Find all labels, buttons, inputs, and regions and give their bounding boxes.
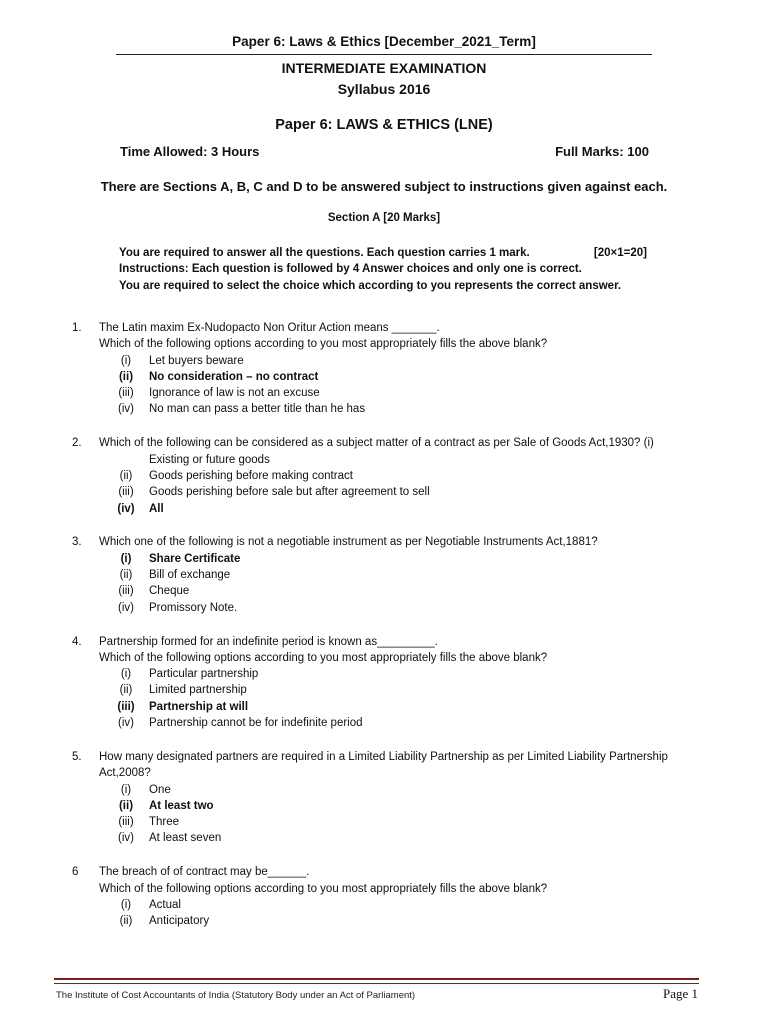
full-marks: Full Marks: 100: [555, 144, 649, 159]
option-label: (i): [120, 552, 132, 565]
exam-title: INTERMEDIATE EXAMINATION: [281, 60, 487, 76]
option-text: All: [149, 502, 164, 515]
option-label: (i): [120, 354, 132, 367]
option-label: (i): [120, 898, 132, 911]
instruction-line: You are required to select the choice which according to you represents the correct answer.: [119, 279, 622, 292]
option-item: [0, 353, 768, 369]
option-text: Let buyers beware: [149, 354, 244, 367]
option-text: Limited partnership: [149, 684, 247, 697]
option-text: Share Certificate: [149, 552, 241, 565]
option-label: (iv): [118, 717, 134, 730]
instruction-text: You are required to answer all the questions. Each question carries 1 mark.: [119, 247, 530, 259]
option-item: [0, 468, 768, 484]
option-item: [0, 385, 768, 401]
option-text: Goods perishing before sale but after agreement to sell: [149, 486, 430, 499]
question-text: The Latin maxim Ex-Nudopacto Non Oritur Action means _______.: [99, 322, 440, 334]
footer-institute: The Institute of Cost Accountants of India (Statutory Body under an Act of Parliament): [56, 990, 416, 1001]
option-label: (iii): [118, 486, 134, 499]
option-item: [0, 830, 768, 846]
page-number: Page 1: [662, 986, 698, 1001]
question-prompt: Which of the following options according to you most appropriately fills the above blank?: [99, 882, 548, 895]
marks-allocation: [20×1=20]: [593, 247, 647, 259]
option-text: Partnership cannot be for indefinite period: [149, 717, 363, 730]
option-text: Ignorance of law is not an excuse: [149, 387, 320, 400]
option-item-answer: [0, 699, 768, 715]
time-allowed: Time Allowed: 3 Hours: [120, 144, 260, 159]
question-text-continued: Existing or future goods: [149, 453, 270, 466]
option-label: (ii): [119, 915, 133, 928]
option-text: At least seven: [149, 832, 222, 845]
option-text: Anticipatory: [149, 915, 210, 928]
question-number: 2.: [72, 437, 82, 450]
instruction-line: [119, 245, 649, 261]
option-text: No man can pass a better title than he has: [149, 403, 366, 416]
option-text: Cheque: [149, 585, 190, 598]
option-label: (iii): [118, 585, 134, 598]
option-label: (iii): [117, 700, 135, 713]
option-label: (iv): [118, 403, 134, 416]
option-item-answer: [0, 551, 768, 567]
option-text: Bill of exchange: [149, 569, 231, 582]
option-text: Actual: [149, 898, 181, 911]
footer-rule-thin: [54, 983, 699, 984]
option-text: At least two: [149, 799, 214, 812]
question-3: [0, 534, 768, 615]
option-label: (iv): [118, 832, 134, 845]
option-label: (iii): [118, 816, 134, 829]
question-5: [0, 749, 768, 847]
option-item-answer: [0, 369, 768, 385]
option-text: Goods perishing before making contract: [149, 469, 353, 482]
paper-title: Paper 6: LAWS & ETHICS (LNE): [275, 117, 493, 133]
question-4: [0, 634, 768, 732]
option-label: (iii): [118, 387, 134, 400]
option-label: (ii): [118, 799, 134, 812]
option-label: (iv): [118, 601, 134, 614]
option-item: [0, 913, 768, 929]
instruction-line: Instructions: Each question is followed by 4 Answer choices and only one is correct.: [119, 263, 582, 276]
option-label: (ii): [119, 684, 133, 697]
header-rule: [116, 54, 652, 55]
question-number: 3.: [72, 536, 82, 549]
section-a-instructions: [119, 245, 649, 294]
question-1: [0, 320, 768, 418]
option-item: [0, 814, 768, 830]
option-text: Particular partnership: [149, 668, 259, 681]
option-item-answer: [0, 798, 768, 814]
option-text: Promissory Note.: [149, 601, 238, 614]
question-text: Partnership formed for an indefinite period is known as_________.: [99, 635, 438, 648]
question-text: Which of the following can be considered as a subject matter of a contract as per Sale of Goods Act,1930? (i): [99, 437, 654, 450]
question-text: Which one of the following is not a negotiable instrument as per Negotiable Instruments Act,1881?: [99, 536, 598, 549]
option-label: (i): [120, 668, 132, 681]
option-item: [0, 567, 768, 583]
option-item: [0, 484, 768, 500]
question-2: [0, 435, 768, 516]
option-text: No consideration – no contract: [149, 370, 319, 383]
time-marks-row: [120, 144, 649, 159]
question-text: The breach of of contract may be______.: [99, 866, 310, 879]
question-prompt: Which of the following options according to you most appropriately fills the above blank?: [99, 338, 548, 351]
question-6: [0, 864, 768, 929]
sections-note: There are Sections A, B, C and D to be answered subject to instructions given against each.: [100, 179, 668, 194]
option-item: [0, 583, 768, 599]
option-item: [0, 715, 768, 731]
footer-rule-thick: [54, 978, 699, 980]
option-label: (iv): [117, 502, 135, 515]
option-item: [0, 666, 768, 682]
option-label: (ii): [118, 370, 134, 383]
question-number: 1.: [72, 322, 82, 334]
option-item: [0, 401, 768, 417]
question-number: 6: [72, 866, 79, 879]
option-item: [0, 600, 768, 616]
option-label: (i): [120, 783, 132, 796]
option-label: (ii): [119, 469, 133, 482]
question-list: [0, 320, 768, 947]
option-label: (ii): [119, 569, 133, 582]
syllabus-title: Syllabus 2016: [337, 81, 431, 97]
option-text: Partnership at will: [149, 700, 249, 713]
option-text: Three: [149, 816, 180, 829]
option-item: [0, 782, 768, 798]
option-item: [0, 682, 768, 698]
question-prompt: Which of the following options according to you most appropriately fills the above blank?: [99, 651, 548, 664]
option-item: [0, 897, 768, 913]
question-text: How many designated partners are required in a Limited Liability Partnership as per Limited Liability Partnership: [99, 750, 668, 763]
section-a-heading: Section A [20 Marks]: [327, 212, 441, 224]
running-header: Paper 6: Laws & Ethics [December_2021_Term]: [232, 34, 536, 49]
option-item-answer: [0, 501, 768, 517]
question-number: 4.: [72, 635, 82, 648]
option-text: One: [149, 783, 171, 796]
question-number: 5.: [72, 750, 82, 763]
question-text-continued: Act,2008?: [99, 767, 151, 780]
